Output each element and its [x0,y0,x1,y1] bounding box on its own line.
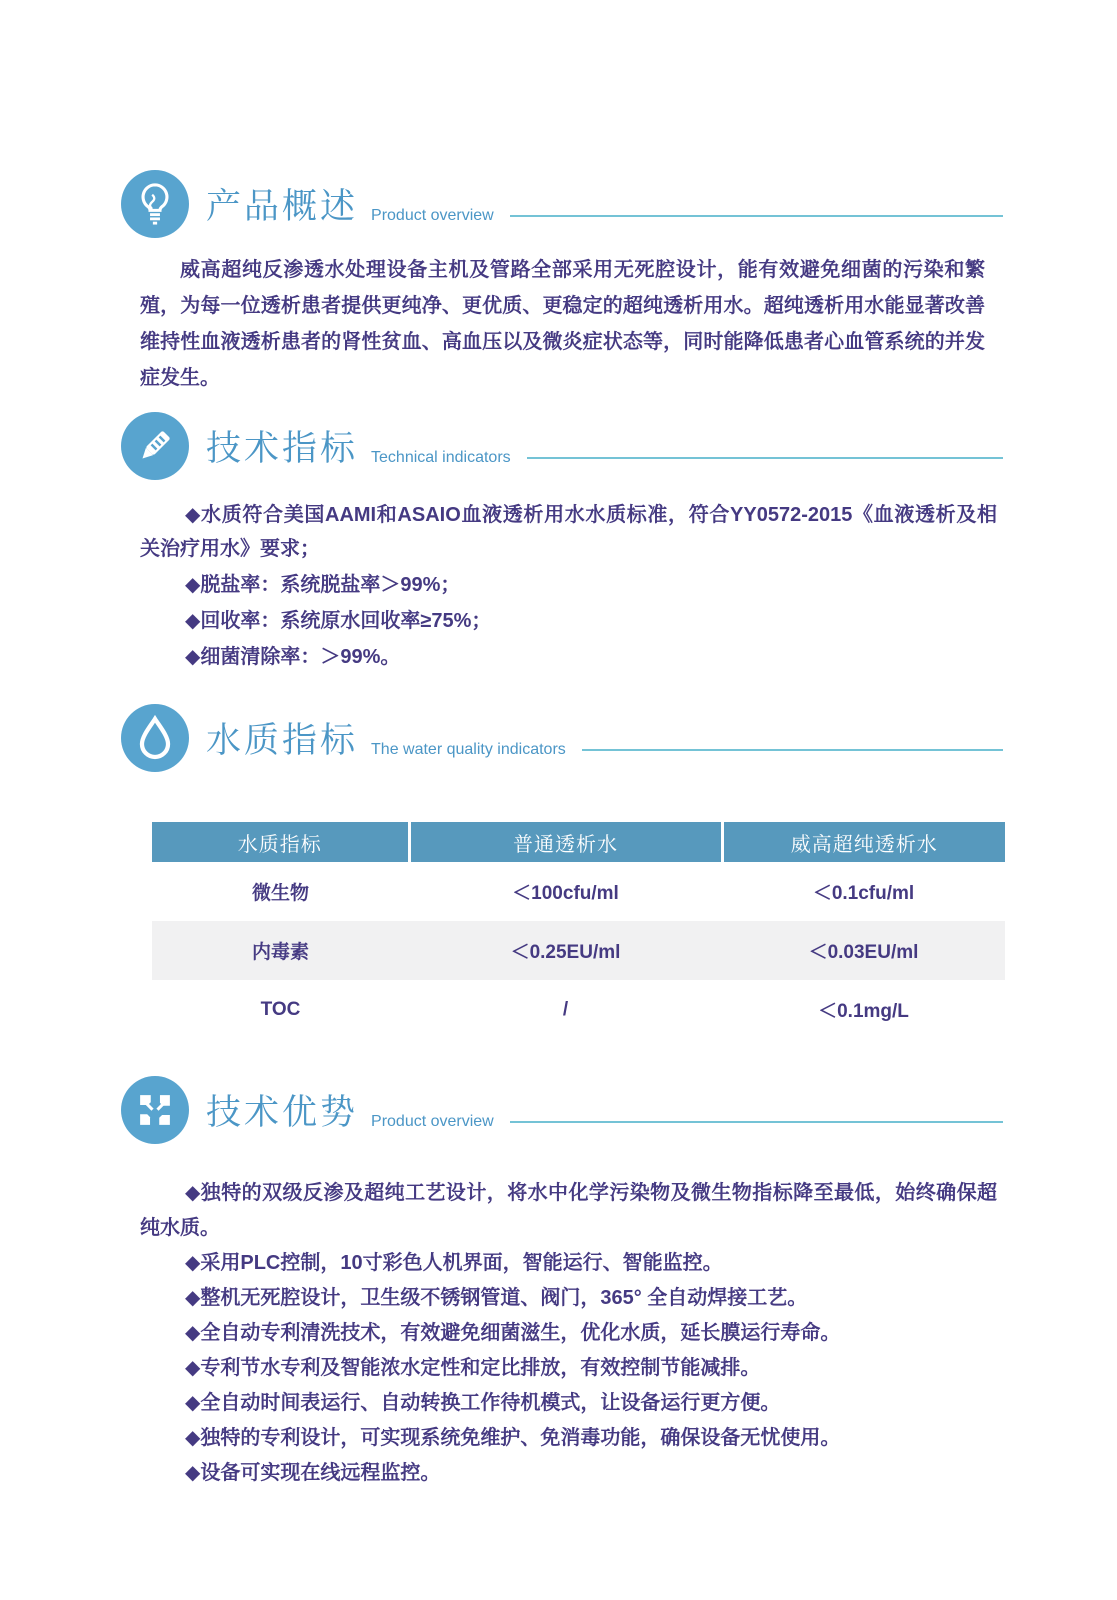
table-row [152,862,1005,921]
header-rule [510,1121,1003,1123]
bullet-item: ◆专利节水专利及智能浓水定性和定比排放，有效控制节能减排。 [185,1357,761,1379]
section-technical-advantages [0,1076,1117,1491]
table-cell: ＜0.1cfu/ml [812,883,915,904]
technical-indicator-list [140,498,997,674]
section-product-overview [0,170,1117,396]
column-header: 水质指标 [152,822,409,862]
section-technical-indicators [0,412,1117,676]
table-row [152,980,1005,1039]
section-header [121,412,1003,480]
section-subtitle: The water quality indicators [371,741,566,758]
water-quality-table [152,822,1005,1039]
table-cell: 微生物 [251,883,309,904]
bullet-item: ◆回收率：系统原水回收率≥75%； [185,610,492,632]
bullet-item: ◆采用PLC控制，10寸彩色人机界面，智能运行、智能监控。 [185,1252,723,1274]
header-rule [582,749,1003,751]
section-title: 产品概述 [206,187,359,226]
table-cell: / [562,998,569,1020]
table-cell: ＜100cfu/ml [512,883,619,904]
section-subtitle: Technical indicators [371,449,511,466]
lightbulb-icon [121,170,189,238]
table-row [152,921,1005,980]
bullet-item: ◆脱盐率：系统脱盐率＞99%； [185,574,461,596]
section-header [121,170,1003,238]
section-title: 技术优势 [206,1093,359,1132]
section-title: 水质指标 [206,721,359,760]
table-header-row [152,822,1005,862]
section-subtitle: Product overview [371,207,494,224]
bullet-item: ◆设备可实现在线远程监控。 [185,1462,441,1484]
bullet-item: ◆独特的专利设计，可实现系统免维护、免消毒功能，确保设备无忧使用。 [185,1427,841,1449]
section-header [121,1076,1003,1144]
section-subtitle: Product overview [371,1113,494,1130]
column-header: 普通透析水 [409,822,722,862]
column-header: 威高超纯透析水 [722,822,1005,862]
table-cell: ＜0.1mg/L [818,1001,909,1022]
bullet-item: ◆细菌清除率：＞99%。 [185,646,401,668]
bullet-item: ◆全自动专利清洗技术，有效避免细菌滋生，优化水质，延长膜运行寿命。 [185,1322,841,1344]
water-drop-icon [121,704,189,772]
header-rule [510,215,1003,217]
table-cell: ＜0.03EU/ml [722,921,1005,980]
section-title: 技术指标 [206,429,359,468]
bullet-item: ◆水质符合美国AAMI和ASAIO血液透析用水水质标准，符合YY0572-2015《血液透析及相关治疗用水》要求； [140,504,997,560]
section-water-quality [0,704,1117,1039]
overview-paragraph: 威高超纯反渗透水处理设备主机及管路全部采用无死腔设计，能有效避免细菌的污染和繁殖，为每一位透析患者提供更纯净、更优质、更稳定的超纯透析用水。超纯透析用水能显著改善维持性血液透析患者的肾性贫血、高血压以及微炎症状态等，同时能降低患者心血管系统的并发症发生。 [140,259,985,389]
bullet-item: ◆独特的双级反渗及超纯工艺设计，将水中化学污染物及微生物指标降至最低，始终确保超纯水质。 [140,1182,997,1239]
section-header [121,704,1003,772]
bullet-item: ◆全自动时间表运行、自动转换工作待机模式，让设备运行更方便。 [185,1392,781,1414]
table-cell: 内毒素 [152,921,409,980]
bullet-item: ◆整机无死腔设计，卫生级不锈钢管道、阀门，365° 全自动焊接工艺。 [185,1287,808,1309]
pinwheel-icon [121,1076,189,1144]
table-cell: ＜0.25EU/ml [409,921,722,980]
pencil-icon [121,412,189,480]
table-cell: TOC [260,998,301,1020]
advantage-list [140,1176,997,1491]
header-rule [527,457,1003,459]
